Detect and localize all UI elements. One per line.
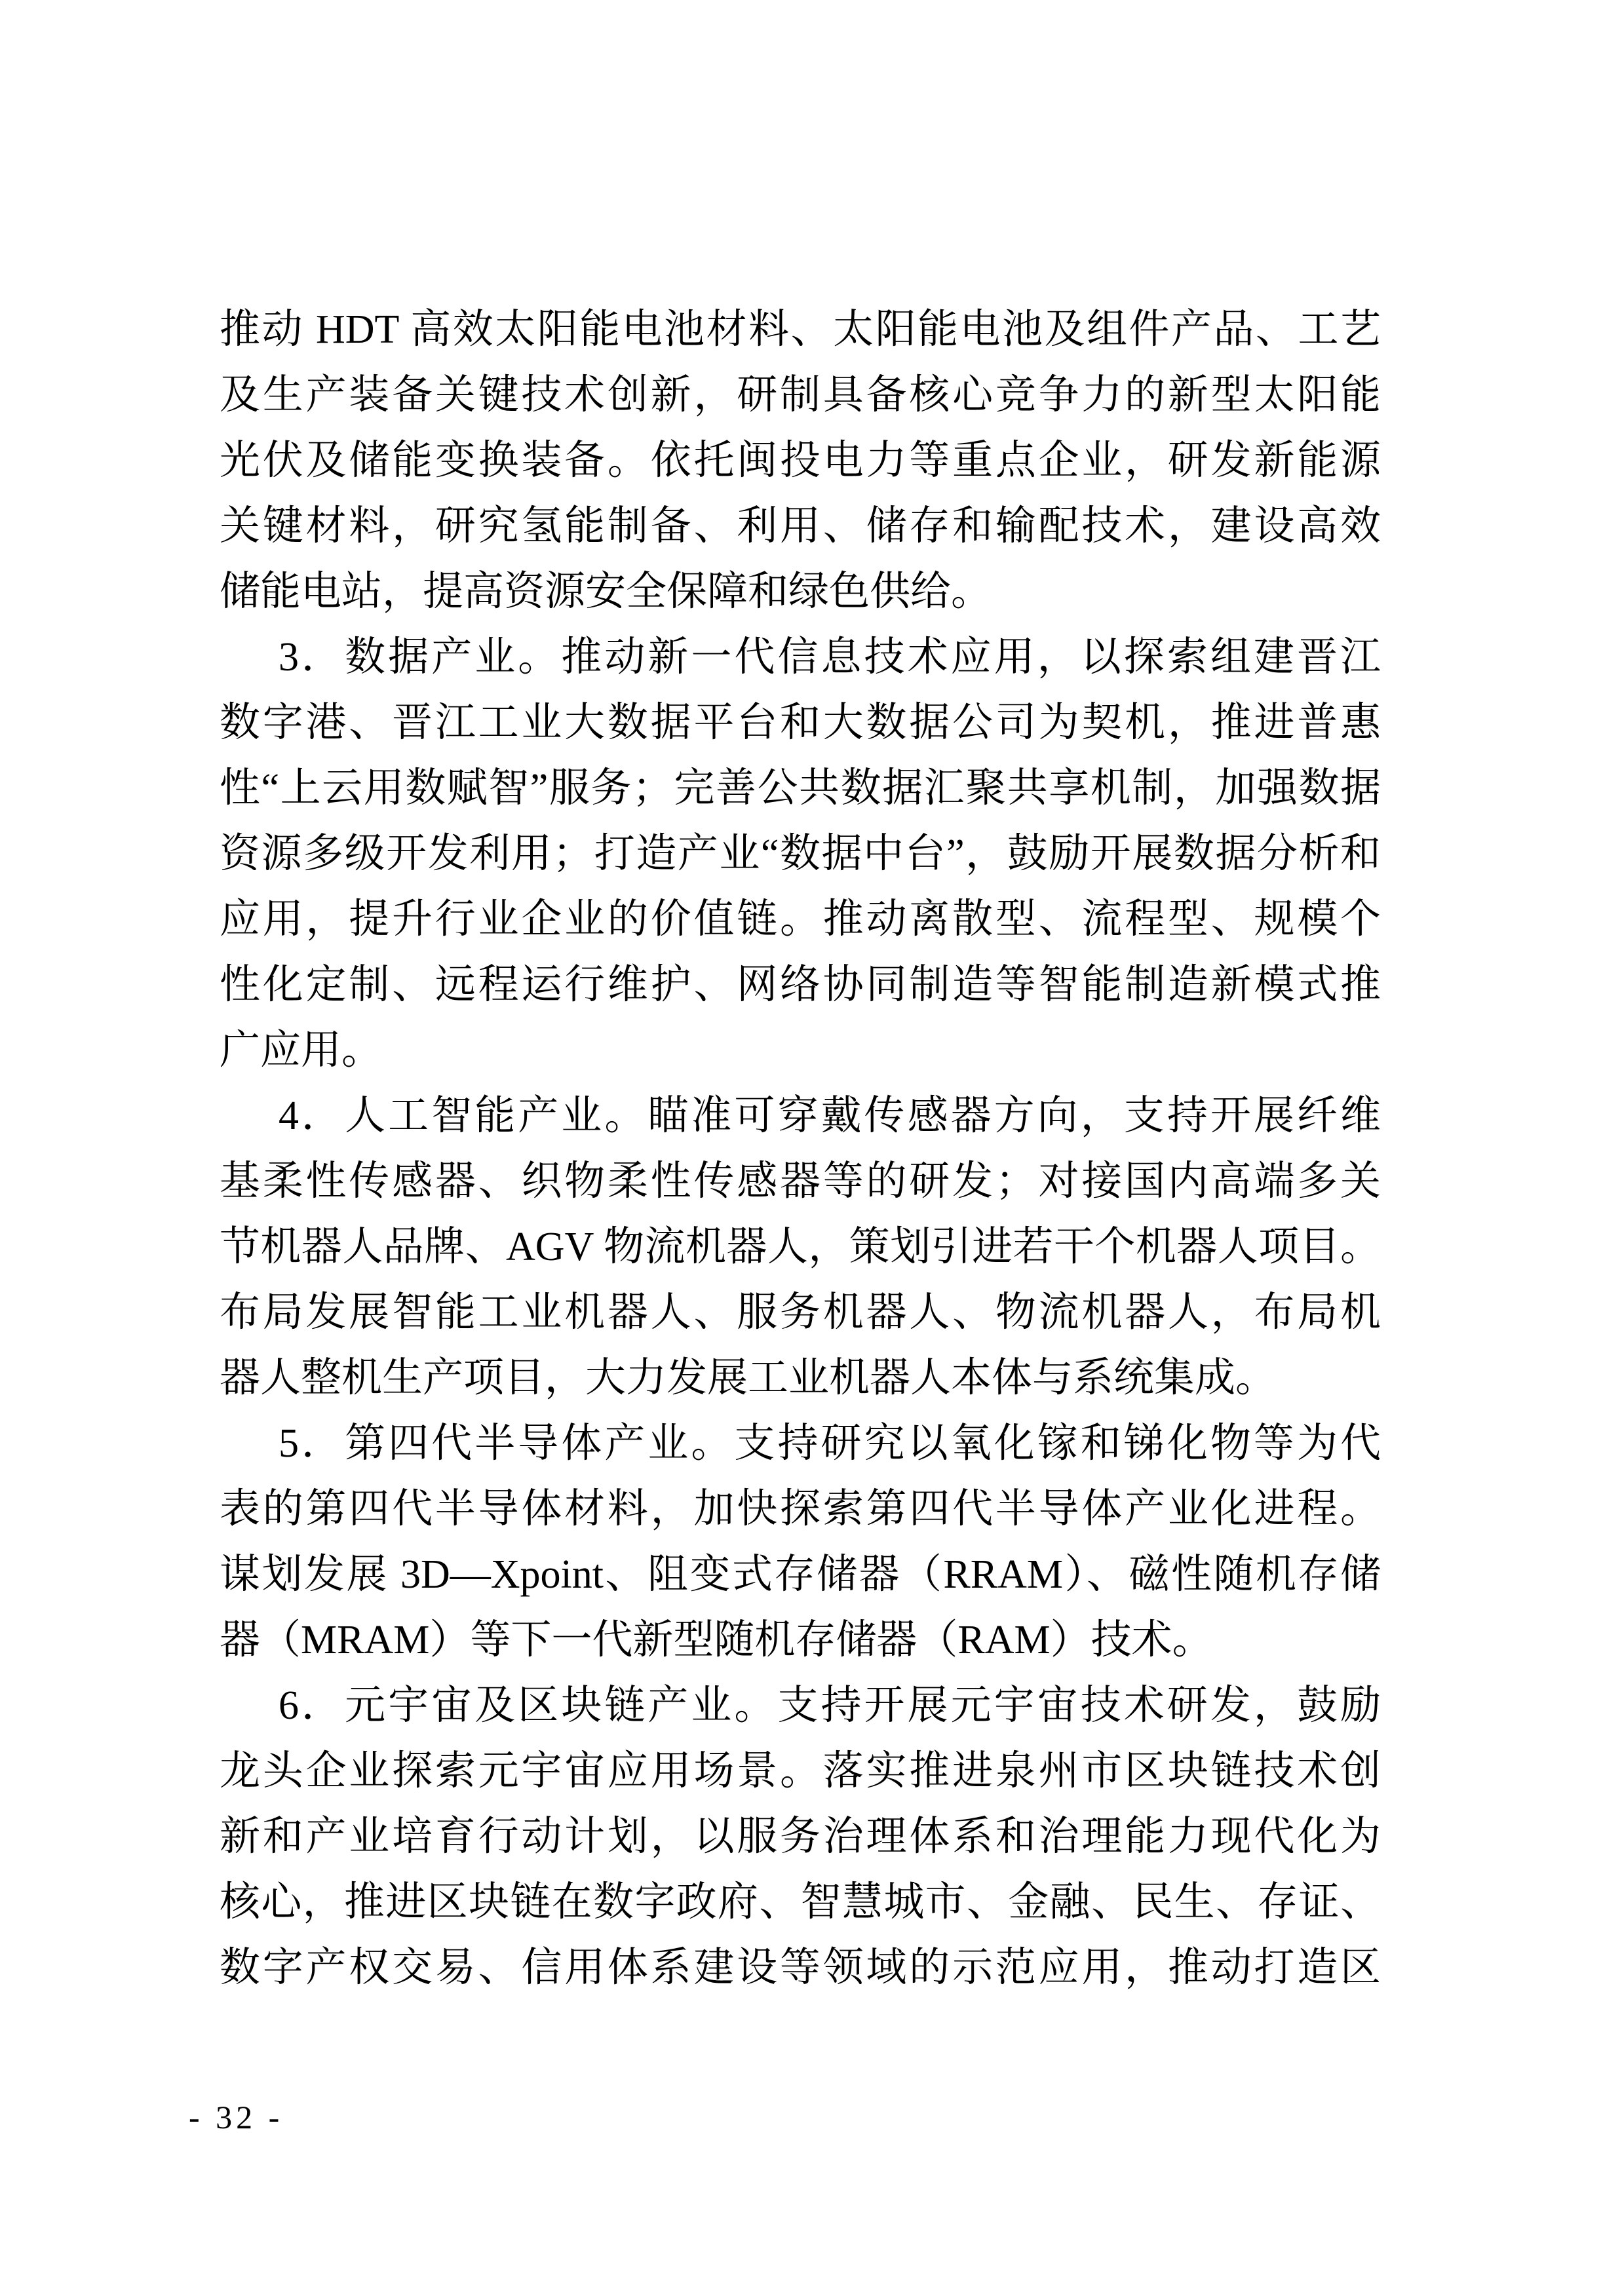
text-line: 核心，推进区块链在数字政府、智慧城市、金融、民生、存证、: [220, 1880, 1381, 1924]
text-line: 数字港、晋江工业大数据平台和大数据公司为契机，推进普惠: [220, 700, 1381, 745]
text-line: 4．人工智能产业。瞄准可穿戴传感器方向，支持开展纤维: [279, 1094, 1381, 1138]
text-line: 及生产装备关键技术创新，研制具备核心竞争力的新型太阳能: [220, 373, 1381, 417]
text-line: 储能电站，提高资源安全保障和绿色供给。: [220, 569, 992, 614]
text-line: 资源多级开发利用；打造产业“数据中台”，鼓励开展数据分析和: [220, 832, 1381, 876]
text-line: 应用，提升行业企业的价值链。推动离散型、流程型、规模个: [220, 897, 1381, 942]
text-line: 器人整机生产项目，大力发展工业机器人本体与系统集成。: [220, 1356, 1277, 1400]
text-line: 表的第四代半导体材料，加快探索第四代半导体产业化进程。: [220, 1487, 1381, 1531]
text-line: 器（MRAM）等下一代新型随机存储器（RAM）技术。: [220, 1618, 1213, 1662]
text-line: 数字产权交易、信用体系建设等领域的示范应用，推动打造区: [220, 1945, 1381, 1990]
text-line: 5．第四代半导体产业。支持研究以氧化镓和锑化物等为代: [279, 1421, 1381, 1466]
text-line: 6．元宇宙及区块链产业。支持开展元宇宙技术研发，鼓励: [279, 1683, 1381, 1728]
text-line: 性“上云用数赋智”服务；完善公共数据汇聚共享机制，加强数据: [220, 766, 1381, 811]
text-line: 性化定制、远程运行维护、网络协同制造等智能制造新模式推: [220, 963, 1381, 1007]
text-line: 布局发展智能工业机器人、服务机器人、物流机器人，布局机: [220, 1290, 1381, 1335]
text-line: 3．数据产业。推动新一代信息技术应用，以探索组建晋江: [279, 635, 1381, 679]
text-line: 节机器人品牌、AGV 物流机器人，策划引进若干个机器人项目。: [220, 1225, 1381, 1269]
text-line: 谋划发展 3D—Xpoint、阻变式存储器（RRAM）、磁性随机存储: [220, 1552, 1381, 1597]
text-line: 新和产业培育行动计划，以服务治理体系和治理能力现代化为: [220, 1814, 1381, 1859]
text-line: 龙头企业探索元宇宙应用场景。落实推进泉州市区块链技术创: [220, 1749, 1381, 1793]
page-number: - 32 -: [189, 2099, 284, 2135]
text-line: 基柔性传感器、织物柔性传感器等的研发；对接国内高端多关: [220, 1159, 1381, 1204]
text-line: 推动 HDT 高效太阳能电池材料、太阳能电池及组件产品、工艺: [220, 307, 1381, 352]
text-line: 广应用。: [220, 1028, 383, 1073]
text-line: 光伏及储能变换装备。依托闽投电力等重点企业，研发新能源: [220, 438, 1381, 483]
text-line: 关键材料，研究氢能制备、利用、储存和输配技术，建设高效: [220, 504, 1381, 548]
text-block: [220, 297, 1381, 2000]
